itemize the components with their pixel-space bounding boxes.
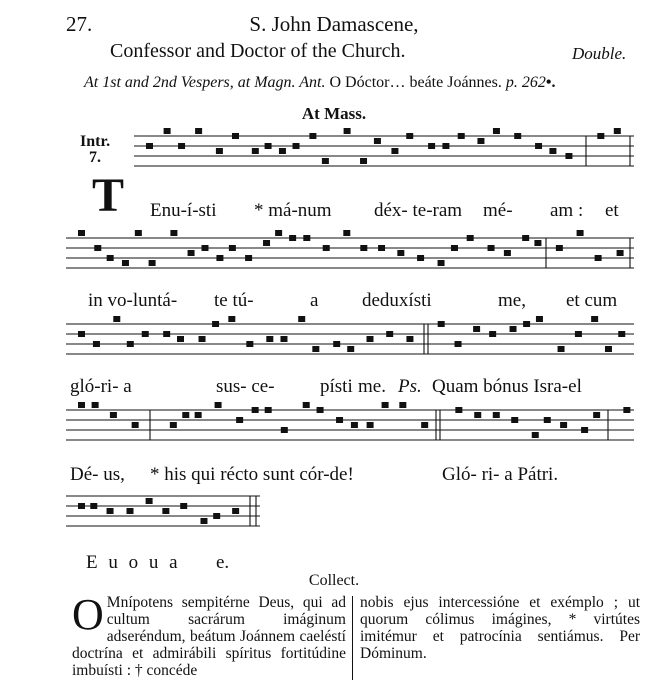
- neume-note: [406, 133, 413, 139]
- neume-note: [511, 417, 518, 423]
- lyric-5-1: E u o u a: [86, 552, 181, 573]
- lyric-4-3: Gló- ri- a Pátri.: [442, 464, 559, 485]
- neume-note: [378, 245, 385, 251]
- neume-note: [263, 240, 270, 246]
- neume-note: [323, 245, 330, 251]
- column-divider: [352, 596, 353, 680]
- neume-note: [110, 412, 117, 418]
- neume-note: [333, 341, 340, 347]
- neume-note: [360, 245, 367, 251]
- neume-note: [360, 158, 367, 164]
- neume-note: [132, 422, 139, 428]
- neume-note: [514, 133, 521, 139]
- vespers-lead: At 1st and 2nd Vespers, at Magn. Ant.: [84, 74, 326, 91]
- neume-note: [488, 245, 495, 251]
- lyric-3-5: Ps.: [398, 376, 422, 397]
- neume-note: [265, 143, 272, 149]
- lyric-1-5: am :: [550, 200, 584, 221]
- neume-note: [474, 412, 481, 418]
- introit-mode: 7.: [89, 149, 102, 166]
- neume-note: [293, 143, 300, 149]
- neume-note: [617, 250, 624, 256]
- neume-note: [386, 331, 393, 337]
- neume-note: [127, 341, 134, 347]
- vespers-antiphon: O Dóctor… beáte Joánnes.: [329, 74, 502, 91]
- neume-note: [200, 518, 207, 524]
- neume-note: [280, 336, 287, 342]
- neume-note: [391, 148, 398, 154]
- neume-note: [215, 402, 222, 408]
- neume-note: [549, 148, 556, 154]
- neume-note: [127, 508, 134, 514]
- neume-note: [473, 326, 480, 332]
- neume-note: [581, 427, 588, 433]
- collect-title: Collect.: [308, 572, 360, 589]
- neume-note: [163, 331, 170, 337]
- neume-note: [336, 417, 343, 423]
- neume-note: [558, 346, 565, 352]
- neume-note: [343, 230, 350, 236]
- vespers-page: p. 262: [505, 74, 546, 91]
- neume-note: [92, 402, 99, 408]
- neume-note: [146, 143, 153, 149]
- lyric-3-6: Quam bónus Isra-el: [432, 376, 582, 397]
- lyric-1-1: Enu-í-sti: [150, 200, 217, 221]
- neume-note: [417, 255, 424, 261]
- neume-note: [421, 422, 428, 428]
- introit-initial: T: [92, 169, 125, 222]
- neume-note: [623, 407, 630, 413]
- neume-note: [458, 133, 465, 139]
- neume-note: [438, 321, 445, 327]
- neume-note: [228, 316, 235, 322]
- neume-note: [312, 346, 319, 352]
- neume-note: [406, 336, 413, 342]
- neume-note: [245, 255, 252, 261]
- neume-note: [279, 148, 286, 154]
- neume-note: [78, 402, 85, 408]
- neume-note: [93, 341, 100, 347]
- neume-note: [536, 316, 543, 322]
- neume-note: [309, 133, 316, 139]
- neume-note: [577, 230, 584, 236]
- lyric-2-4: deduxísti: [362, 290, 432, 311]
- neume-note: [201, 245, 208, 251]
- collect-column-2: [360, 594, 640, 662]
- neume-note: [322, 158, 329, 164]
- neume-note: [303, 402, 310, 408]
- collect-text-2: nobis ejus intercessióne et exémplo ; ut quorum cólimus imágines, * virtútes imitémur et patrocínia sentiámus. Per Dóminum.: [360, 594, 640, 662]
- neume-note: [535, 143, 542, 149]
- neume-note: [618, 331, 625, 337]
- neume-note: [374, 138, 381, 144]
- neume-note: [493, 128, 500, 134]
- neume-note: [195, 128, 202, 134]
- introit-label-text: Intr.: [80, 133, 111, 150]
- neume-note: [266, 336, 273, 342]
- neume-note: [229, 245, 236, 251]
- lyric-3-3: písti: [320, 376, 353, 397]
- lyric-2-2: te tú-: [214, 290, 254, 311]
- neume-note: [275, 230, 282, 236]
- neume-note: [164, 128, 171, 134]
- neume-note: [178, 143, 185, 149]
- neume-note: [560, 422, 567, 428]
- lyric-4-1: Dé- us,: [70, 464, 125, 485]
- neume-note: [344, 128, 351, 134]
- collect-column-1: [72, 590, 346, 679]
- neume-note: [78, 331, 85, 337]
- neume-note: [289, 235, 296, 241]
- lyric-2-5: me,: [498, 290, 526, 311]
- neume-note: [213, 513, 220, 519]
- neume-note: [595, 255, 602, 261]
- neume-note: [252, 407, 259, 413]
- neume-note: [107, 255, 114, 261]
- neume-note: [303, 235, 310, 241]
- feast-number: 27.: [66, 12, 93, 36]
- neume-note: [614, 128, 621, 134]
- mass-heading: At Mass.: [301, 104, 367, 123]
- neume-note: [94, 245, 101, 251]
- neume-note: [544, 417, 551, 423]
- neume-note: [90, 503, 97, 509]
- neume-note: [522, 235, 529, 241]
- neume-note: [455, 407, 462, 413]
- neume-note: [195, 412, 202, 418]
- neume-note: [180, 503, 187, 509]
- neume-note: [399, 402, 406, 408]
- neume-note: [232, 133, 239, 139]
- neume-note: [236, 417, 243, 423]
- neume-note: [298, 316, 305, 322]
- neume-note: [188, 250, 195, 256]
- lyric-1-3: déx- te-ram: [374, 200, 463, 221]
- neume-note: [510, 326, 517, 332]
- neume-note: [107, 508, 114, 514]
- neume-note: [397, 250, 404, 256]
- lyric-4-2: * his qui récto sunt cór-de!: [150, 464, 354, 485]
- neume-note: [122, 260, 129, 266]
- neume-note: [489, 331, 496, 337]
- neume-note: [532, 432, 539, 438]
- neume-note: [605, 346, 612, 352]
- feast-title: S. John Damascene,: [249, 12, 419, 36]
- neume-note: [212, 321, 219, 327]
- neume-note: [182, 412, 189, 418]
- collect-initial: O: [72, 590, 104, 639]
- neume-note: [162, 508, 169, 514]
- lyric-3-1: gló-ri- a: [70, 376, 132, 397]
- neume-note: [317, 407, 324, 413]
- neume-note: [351, 422, 358, 428]
- neume-note: [565, 153, 572, 159]
- neume-note: [199, 336, 206, 342]
- feast-subtitle: Confessor and Doctor of the Church.: [110, 40, 406, 62]
- neume-note: [78, 230, 85, 236]
- neume-note: [281, 427, 288, 433]
- neume-note: [149, 260, 156, 266]
- neume-note: [534, 240, 541, 246]
- neume-note: [232, 508, 239, 514]
- neume-note: [252, 148, 259, 154]
- neume-note: [170, 422, 177, 428]
- collect-text-1: Mnípotens sempitérne Deus, qui ad cultum sacrárum imáginum adseréndum, beátum Joánnem caeléstí doctrína et admirábili spíritus fortitúdine imbuísti : † concéde: [72, 594, 346, 679]
- neume-note: [493, 412, 500, 418]
- neume-note: [113, 316, 120, 322]
- neume-note: [451, 245, 458, 251]
- neume-note: [142, 331, 149, 337]
- lyric-2-6: et cum: [566, 290, 618, 311]
- neume-note: [575, 331, 582, 337]
- lyric-3-4: me.: [358, 376, 386, 397]
- neume-note: [504, 250, 511, 256]
- neume-note: [556, 245, 563, 251]
- neume-note: [170, 230, 177, 236]
- neume-note: [593, 412, 600, 418]
- neume-note: [477, 138, 484, 144]
- neume-note: [146, 498, 153, 504]
- lyric-5-2: e.: [216, 552, 230, 573]
- neume-note: [347, 346, 354, 352]
- neume-note: [382, 402, 389, 408]
- neume-note: [216, 148, 223, 154]
- neume-note: [367, 422, 374, 428]
- lyric-1-2: * má-num: [254, 200, 332, 221]
- neume-note: [246, 341, 253, 347]
- neume-note: [467, 235, 474, 241]
- neume-note: [216, 255, 223, 261]
- neume-note: [428, 143, 435, 149]
- feast-rank: Double.: [572, 44, 627, 63]
- vespers-page-mark: •.: [545, 74, 556, 91]
- neume-note: [366, 336, 373, 342]
- neume-note: [438, 260, 445, 266]
- neume-note: [135, 230, 142, 236]
- lyric-2-1: in vo-luntá-: [88, 290, 178, 311]
- neume-note: [455, 341, 462, 347]
- neume-note: [597, 133, 604, 139]
- neume-note: [591, 316, 598, 322]
- neume-note: [523, 321, 530, 327]
- lyric-2-3: a: [310, 290, 319, 311]
- neume-note: [265, 407, 272, 413]
- neume-note: [177, 336, 184, 342]
- neume-note: [78, 503, 85, 509]
- lyric-3-2: sus- ce-: [216, 376, 275, 397]
- lyric-1-4: mé-: [483, 200, 513, 221]
- lyric-1-6: et: [605, 200, 619, 221]
- neume-note: [442, 143, 449, 149]
